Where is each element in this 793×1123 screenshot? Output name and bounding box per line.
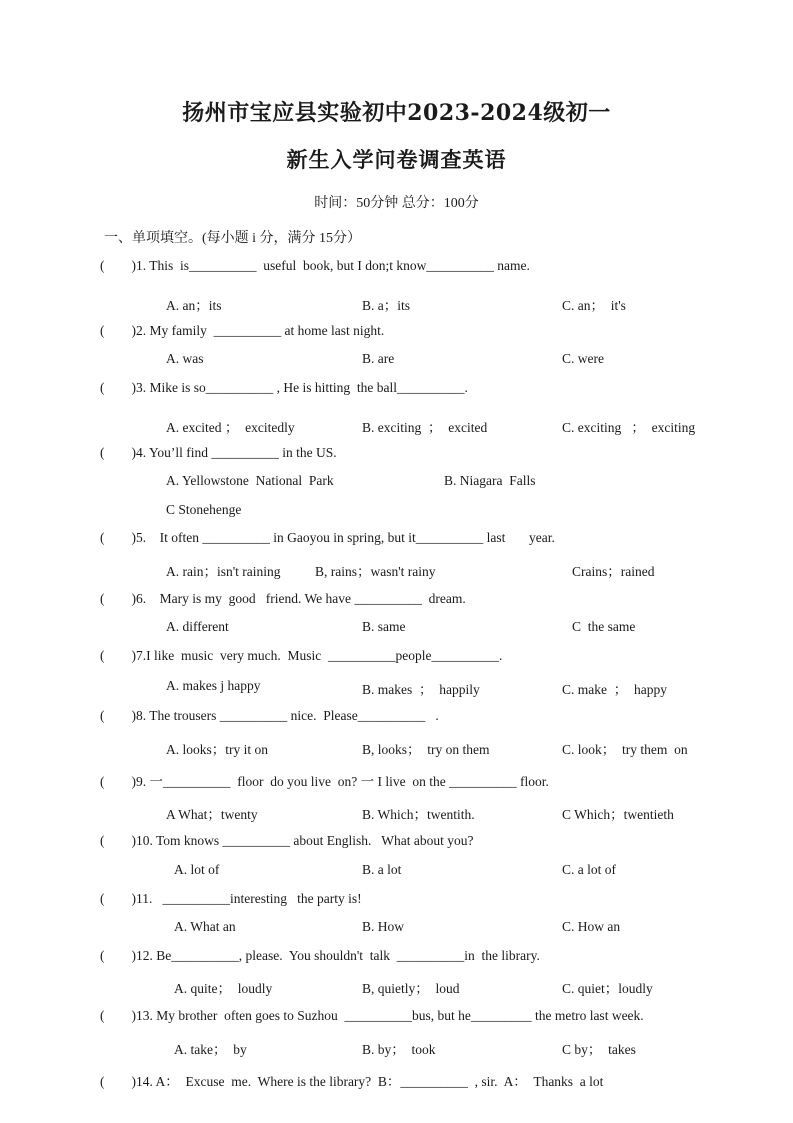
question-stem: ( )12. Be__________, please. You shouldn't talk __________in the library. xyxy=(100,948,540,963)
title-line-1: 扬州市宝应县实验初中2023-2024级初一 xyxy=(182,100,611,126)
option-b: B. Niagara Falls xyxy=(444,473,536,488)
question-stem: ( )8. The trousers __________ nice. Please__________ . xyxy=(100,708,439,723)
option-b: B. a lot xyxy=(362,862,402,877)
question-stem: ( )9. 一__________ floor do you live on? 一 I live on the __________ floor. xyxy=(100,774,549,789)
option-b: B. makes ； happily xyxy=(362,682,480,697)
option-c: C Stonehenge xyxy=(166,502,242,517)
option-c: C. make ； happy xyxy=(562,682,667,697)
option-a: A. Yellowstone National Park xyxy=(166,473,334,488)
option-c: C. How an xyxy=(562,919,621,934)
option-c: C. quiet；loudly xyxy=(562,981,653,996)
option-a: A. makes j happy xyxy=(166,678,261,693)
option-c: Crains；rained xyxy=(572,564,655,579)
option-b: B, rains；wasn't rainy xyxy=(315,564,436,579)
option-b: B. Which；twentith. xyxy=(362,807,475,822)
option-a: A. an；its xyxy=(166,298,222,313)
option-a: A. excited ； excitedly xyxy=(166,420,295,435)
question-stem: ( )14. A： Excuse me. Where is the library? B：__________ , sir. A： Thanks a lot xyxy=(100,1074,604,1089)
option-a: A. rain；isn't raining xyxy=(166,564,281,579)
question-stem: ( )1. This is__________ useful book, but I don;t know__________ name. xyxy=(100,258,530,273)
time-info: 时间：50分钟 总分：100分 xyxy=(314,196,479,211)
option-a: A. lot of xyxy=(174,862,220,877)
question-stem: ( )2. My family __________ at home last night. xyxy=(100,323,385,338)
option-b: B. are xyxy=(362,351,395,366)
option-b: B. by； took xyxy=(362,1042,436,1057)
option-b: B. same xyxy=(362,619,406,634)
option-b: B, looks； try on them xyxy=(362,742,490,757)
option-c: C. look； try them on xyxy=(562,742,688,757)
option-c: C by； takes xyxy=(562,1042,636,1057)
option-c: C. an； it's xyxy=(562,298,626,313)
question-stem: ( )3. Mike is so__________ , He is hitting the ball__________. xyxy=(100,380,468,395)
question-stem: ( )11. __________interesting the party is! xyxy=(100,891,362,906)
option-a: A. What an xyxy=(174,919,236,934)
option-b: B. a；its xyxy=(362,298,411,313)
option-b: B. exciting ； excited xyxy=(362,420,488,435)
option-a: A. different xyxy=(166,619,229,634)
option-a: A. quite； loudly xyxy=(174,981,273,996)
question-stem: ( )13. My brother often goes to Suzhou __________bus, but he_________ the metro last week. xyxy=(100,1008,644,1023)
option-a: A What；twenty xyxy=(166,807,258,822)
section-heading: 一、单项填空。(每小题 i 分，满分 15分） xyxy=(104,231,362,246)
question-stem: ( )10. Tom knows __________ about English. What about you? xyxy=(100,833,474,848)
option-a: A. take； by xyxy=(174,1042,247,1057)
option-c: C Which；twentieth xyxy=(562,807,674,822)
question-stem: ( )7.I like music very much. Music __________people__________. xyxy=(100,648,503,663)
option-c: C the same xyxy=(572,619,636,634)
question-stem: ( )4. You’ll find __________ in the US. xyxy=(100,445,337,460)
title-line-2: 新生入学问卷调查英语 xyxy=(286,147,507,172)
question-stem: ( )5. It often __________ in Gaoyou in spring, but it__________ last year. xyxy=(100,530,555,545)
option-b: B, quietly； loud xyxy=(362,981,460,996)
option-c: C. a lot of xyxy=(562,862,616,877)
question-stem: ( )6. Mary is my good friend. We have __________ dream. xyxy=(100,591,466,606)
option-b: B. How xyxy=(362,919,405,934)
option-a: A. looks；try it on xyxy=(166,742,269,757)
option-c: C. were xyxy=(562,351,604,366)
option-a: A. was xyxy=(166,351,204,366)
option-c: C. exciting ； exciting xyxy=(562,420,696,435)
